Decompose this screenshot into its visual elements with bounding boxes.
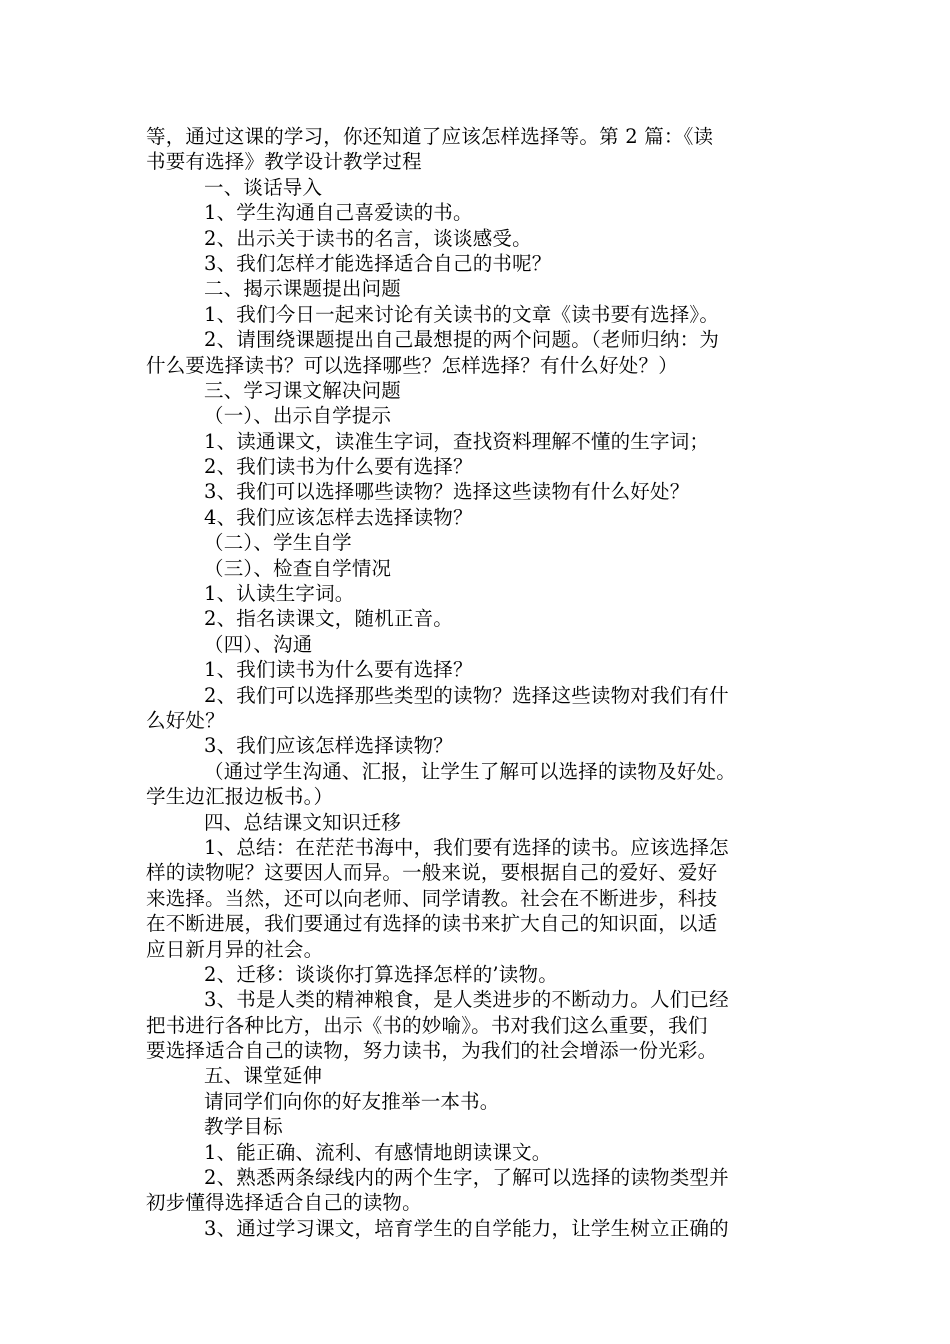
text-line: 3、通过学习课文，培育学生的自学能力，让学生树立正确的 (204, 1216, 729, 1240)
text-line: 请同学们向你的好友推举一本书。 (204, 1089, 500, 1113)
text-line: 一、谈话导入 (204, 175, 323, 199)
text-line: 3、我们怎样才能选择适合自己的书呢？ (204, 251, 552, 275)
text-line: 把书进行各种比方，出示《书的妙喻》。书对我们这么重要，我们 (146, 1013, 708, 1037)
text-line: （一）、出示自学提示 (204, 404, 392, 428)
text-line: 2、我们可以选择那些类型的读物？选择这些读物对我们有什 (204, 683, 729, 707)
text-line: 教学目标 (204, 1115, 283, 1139)
text-line: 2、我们读书为什么要有选择？ (204, 455, 473, 479)
text-line: 在不断进展，我们要通过有选择的读书来扩大自己的知识面，以适 (146, 912, 718, 936)
text-line: 初步懂得选择适合自己的读物。 (146, 1191, 422, 1215)
text-line: 1、学生沟通自己喜爱读的书。 (204, 201, 473, 225)
text-line: 2、指名读课文，随机正音。 (204, 607, 454, 631)
text-line: 3、我们应该怎样选择读物？ (204, 734, 454, 758)
text-line: 1、我们今日一起来讨论有关读书的文章《读书要有选择》。 (204, 302, 720, 326)
text-line: 等，通过这课的学习，你还知道了应该怎样选择等。第 2 篇：《读 (146, 125, 714, 148)
text-line: 2、熟悉两条绿线内的两个生字，了解可以选择的读物类型并 (204, 1166, 729, 1190)
text-line: 书要有选择》教学设计教学过程 (146, 150, 422, 174)
text-line: 1、我们读书为什么要有选择？ (204, 658, 473, 682)
text-line: 1、认读生字词。 (204, 582, 355, 606)
text-line: 什么要选择读书？可以选择哪些？怎样选择？有什么好处？） (146, 353, 678, 377)
text-line: 三、学习课文解决问题 (204, 378, 402, 402)
text-line: 应日新月异的社会。 (146, 937, 324, 961)
text-line: （二）、学生自学 (204, 531, 352, 555)
text-line: 1、能正确、流利、有感情地朗读课文。 (204, 1140, 552, 1164)
text-line: 么好处？ (146, 708, 225, 732)
text-line: 3、书是人类的精神粮食，是人类进步的不断动力。人们已经 (204, 988, 729, 1012)
text-line: 四、总结课文知识迁移 (204, 810, 402, 834)
text-line: （通过学生沟通、汇报，让学生了解可以选择的读物及好处。 (204, 759, 736, 783)
text-line: 样的读物呢？这要因人而异。一般来说，要根据自己的爱好、爱好 (146, 861, 718, 885)
text-line: 要选择适合自己的读物，努力读书，为我们的社会增添一份光彩。 (146, 1039, 718, 1063)
text-line: 4、我们应该怎样去选择读物？ (204, 505, 473, 529)
document-page (146, 124, 810, 1241)
text-line: 来选择。当然，还可以向老师、同学请教。社会在不断进步，科技 (146, 886, 718, 910)
text-line: 2、请围绕课题提出自己最想提的两个问题。（老师归纳：为 (204, 328, 720, 352)
text-line: 1、读通课文，读准生字词，查找资料理解不懂的生字词； (204, 429, 710, 453)
text-line: 学生边汇报边板书。） (146, 785, 334, 809)
text-line: 二、揭示课题提出问题 (204, 277, 402, 301)
text-line: 2、迁移：谈谈你打算选择怎样的’读物。 (204, 962, 558, 986)
text-line: 2、出示关于读书的名言，谈谈感受。 (204, 226, 532, 250)
text-line: 1、总结：在茫茫书海中，我们要有选择的读书。应该选择怎 (204, 835, 729, 859)
text-line: 五、课堂延伸 (204, 1064, 323, 1088)
text-line: （四）、沟通 (204, 632, 313, 656)
text-line: 3、我们可以选择哪些读物？选择这些读物有什么好处？ (204, 480, 690, 504)
text-line: （三）、检查自学情况 (204, 556, 392, 580)
